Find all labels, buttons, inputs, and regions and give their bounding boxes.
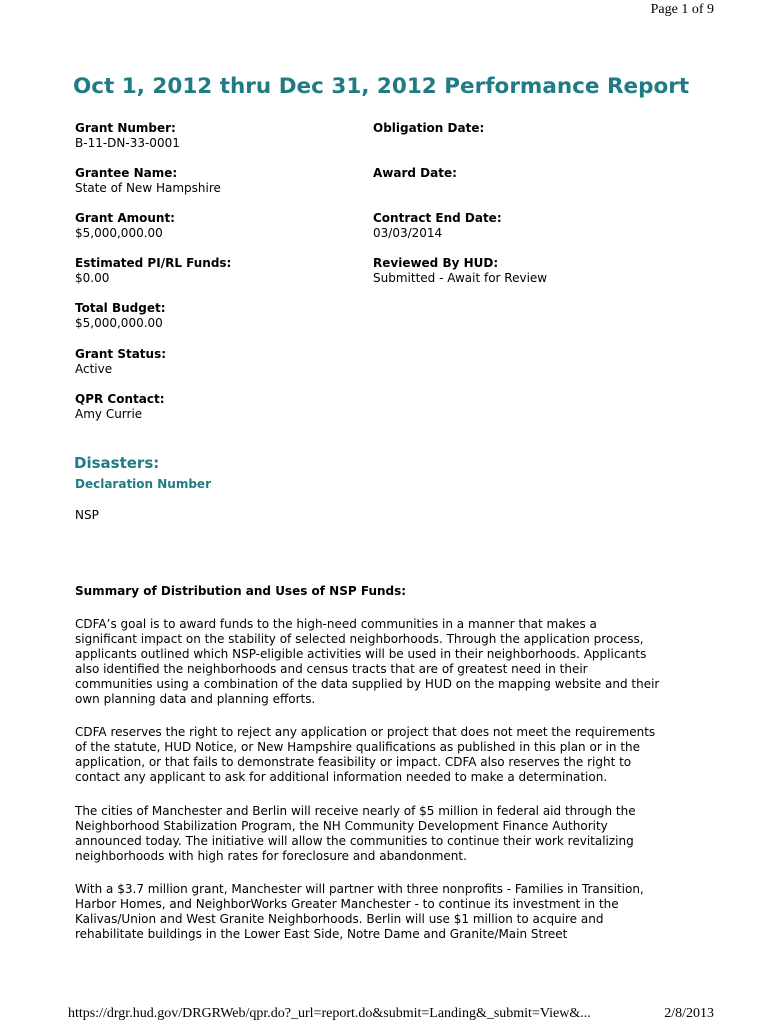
paragraph-line: neighborhoods with high rates for foreclosure and abandonment. xyxy=(75,849,467,863)
grant-amount-value: $5,000,000.00 xyxy=(75,226,163,240)
disasters-title: Disasters: xyxy=(74,454,160,472)
footer-url: https://drgr.hud.gov/DRGRWeb/qpr.do?_url=report.do&submit=Landing&_submit=View&... xyxy=(68,1006,591,1021)
contract-end-date-value: 03/03/2014 xyxy=(373,226,443,240)
paragraph-line: also identified the neighborhoods and census tracts that are of greatest need in their xyxy=(75,662,588,676)
estimated-funds-value: $0.00 xyxy=(75,271,110,285)
total-budget-field xyxy=(75,301,166,331)
paragraph-line: CDFA’s goal is to award funds to the high-need communities in a manner that makes a xyxy=(75,617,597,631)
total-budget-label: Total Budget: xyxy=(75,301,166,315)
report-title: Oct 1, 2012 thru Dec 31, 2012 Performance Report xyxy=(73,74,690,99)
award-date-label: Award Date: xyxy=(373,166,457,180)
summary-paragraph-4 xyxy=(75,882,675,942)
qpr-contact-value: Amy Currie xyxy=(75,407,143,421)
paragraph-line: Kalivas/Union and West Granite Neighborhoods. Berlin will use $1 million to acquire and xyxy=(75,912,604,926)
paragraph-line: application, or that fails to demonstrate feasibility or impact. CDFA also reserves the right to xyxy=(75,755,632,769)
grant-status-field xyxy=(75,347,166,377)
paragraph-line: significant impact on the stability of selected neighborhoods. Through the application process, xyxy=(75,632,644,646)
summary-paragraph-2 xyxy=(75,725,675,785)
paragraph-line: communities using a combination of the data supplied by HUD on the mapping website and their xyxy=(75,677,660,691)
paragraph-line: rehabilitate buildings in the Lower East Side, Notre Dame and Granite/Main Street xyxy=(75,927,568,941)
declaration-number-header: Declaration Number xyxy=(75,477,211,491)
reviewed-by-hud-value: Submitted - Await for Review xyxy=(373,271,548,285)
obligation-date-field xyxy=(373,121,484,136)
paragraph-line: Harbor Homes, and NeighborWorks Greater Manchester - to continue its investment in the xyxy=(75,897,619,911)
grant-amount-label: Grant Amount: xyxy=(75,211,175,225)
page-number: Page 1 of 9 xyxy=(650,2,714,17)
grantee-name-label: Grantee Name: xyxy=(75,166,178,180)
obligation-date-label: Obligation Date: xyxy=(373,121,485,135)
summary-paragraph-1 xyxy=(75,617,675,707)
award-date-field xyxy=(373,166,457,181)
paragraph-line: applicants outlined which NSP-eligible activities will be used in their neighborhoods. Applicants xyxy=(75,647,647,661)
grant-number-value: B-11-DN-33-0001 xyxy=(75,136,180,150)
paragraph-line: CDFA reserves the right to reject any application or project that does not meet the requirements xyxy=(75,725,656,739)
grant-status-label: Grant Status: xyxy=(75,347,167,361)
reviewed-by-hud-label: Reviewed By HUD: xyxy=(373,256,499,270)
qpr-contact-label: QPR Contact: xyxy=(75,392,165,406)
estimated-funds-field xyxy=(75,256,231,286)
reviewed-by-hud-field xyxy=(373,256,547,286)
grant-number-field xyxy=(75,121,180,151)
grant-status-value: Active xyxy=(75,362,113,376)
summary-heading: Summary of Distribution and Uses of NSP Funds: xyxy=(75,584,407,598)
grantee-name-value: State of New Hampshire xyxy=(75,181,221,195)
grant-amount-field xyxy=(75,211,175,241)
declaration-number-value: NSP xyxy=(75,508,99,522)
paragraph-line: With a $3.7 million grant, Manchester will partner with three nonprofits - Families in Transition, xyxy=(75,882,644,896)
total-budget-value: $5,000,000.00 xyxy=(75,316,163,330)
paragraph-line: contact any applicant to ask for additional information needed to make a determination. xyxy=(75,770,608,784)
grant-number-label: Grant Number: xyxy=(75,121,176,135)
paragraph-line: Neighborhood Stabilization Program, the NH Community Development Finance Authority xyxy=(75,819,608,833)
paragraph-line: announced today. The initiative will allow the communities to continue their work revitalizing xyxy=(75,834,634,848)
contract-end-date-field xyxy=(373,211,502,241)
paragraph-line: of the statute, HUD Notice, or New Hampshire qualifications as published in this plan or in the xyxy=(75,740,641,754)
paragraph-line: The cities of Manchester and Berlin will receive nearly of $5 million in federal aid through the xyxy=(75,804,636,818)
grantee-name-field xyxy=(75,166,221,196)
paragraph-line: own planning data and planning efforts. xyxy=(75,692,316,706)
contract-end-date-label: Contract End Date: xyxy=(373,211,502,225)
qpr-contact-field xyxy=(75,392,165,422)
estimated-funds-label: Estimated PI/RL Funds: xyxy=(75,256,232,270)
summary-paragraph-3 xyxy=(75,804,675,864)
footer-date: 2/8/2013 xyxy=(664,1006,714,1021)
